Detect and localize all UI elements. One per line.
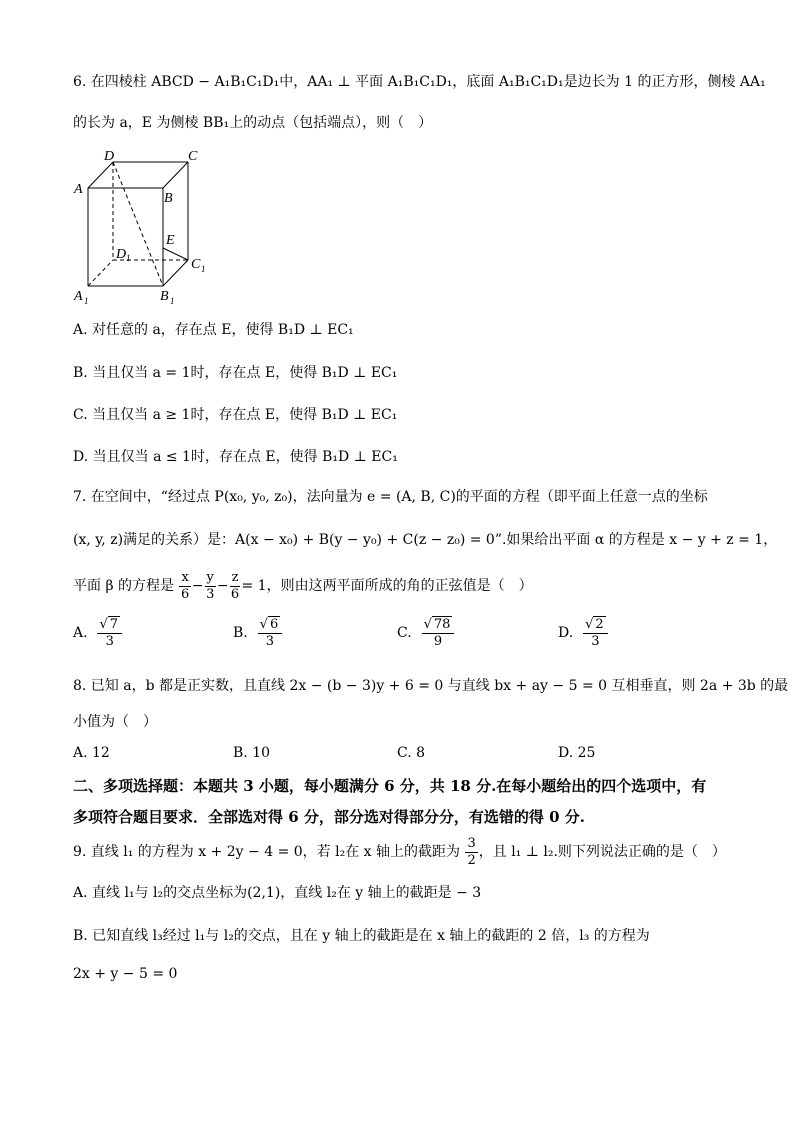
prism-figure xyxy=(68,148,218,308)
q6-line1: 6. 在四棱柱 ABCD − A₁B₁C₁D₁中，AA₁ ⊥ 平面 A₁B₁C₁D₁，底面 A₁B₁C₁D₁是边长为 1 的正方形，侧棱 AA₁ xyxy=(73,74,766,90)
q6-option-d: D. 当且仅当 a ≤ 1时，存在点 E，使得 B₁D ⊥ EC₁ xyxy=(73,449,398,465)
q7-line3: 平面 β 的方程是 $\frac{x}{6}$ − $\frac{y}{3}$ − $\frac{z}{6}$ = 1，则由这两平面所成的角的正弦值是（ ） xyxy=(73,569,533,602)
label-E: E xyxy=(166,233,175,248)
q9-option-b: B. 已知直线 l₃经过 l₁与 l₂的交点，且在 y 轴上的截距是在 x 轴上的截距的 2 倍，l₃ 的方程为 xyxy=(73,928,650,944)
section2-heading: 二、多项选择题：本题共 3 小题，每小题满分 6 分，共 18 分.在每小题给出的四个选项中，有 xyxy=(73,777,707,795)
q8-option-c: C. 8 xyxy=(397,745,426,761)
q9-line1: 9. 直线 l₁ 的方程为 x + 2y − 4 = 0，若 l₂在 x 轴上的截距为 $\frac{3}{2}$ ，且 l₁ ⊥ l₂.则下列说法正确的是（ ） xyxy=(73,835,726,868)
section2-heading-cont: 多项符合题目要求．全部选对得 6 分，部分选对得部分分，有选错的得 0 分. xyxy=(73,808,585,826)
q7-option-b: B. $\frac{√ 6}{3}$ xyxy=(233,615,283,651)
q7-option-a: A. $\frac{√ 7}{3}$ xyxy=(73,615,123,651)
q6-option-b: B. 当且仅当 a = 1时，存在点 E，使得 B₁D ⊥ EC₁ xyxy=(73,365,398,381)
q6-line2: 的长为 a，E 为侧棱 BB₁上的动点（包括端点），则（ ） xyxy=(73,115,433,131)
svg-text:1: 1 xyxy=(170,296,175,306)
label-A: A xyxy=(74,182,83,197)
q7-option-d: D. $\frac{√ 2}{3}$ xyxy=(558,615,609,651)
label-B: B xyxy=(164,191,173,206)
q8-option-b: B. 10 xyxy=(233,745,271,761)
q6-option-c: C. 当且仅当 a ≥ 1时，存在点 E，使得 B₁D ⊥ EC₁ xyxy=(73,407,398,423)
q8-line2: 小值为（ ） xyxy=(73,714,157,730)
q9-option-a: A. 直线 l₁与 l₂的交点坐标为(2,1)，直线 l₂在 y 轴上的截距是 − 3 xyxy=(73,885,482,901)
q8-line1: 8. 已知 a，b 都是正实数，且直线 2x − (b − 3)y + 6 = 0 与直线 bx + ay − 5 = 0 互相垂直，则 2a + 3b 的最 xyxy=(73,678,789,694)
label-C: C xyxy=(188,149,198,164)
q6-option-a: A. 对任意的 a，存在点 E，使得 B₁D ⊥ EC₁ xyxy=(73,322,354,338)
label-D: D xyxy=(104,149,115,164)
svg-text:1: 1 xyxy=(201,264,206,274)
q7-line1: 7. 在空间中，“经过点 P(x₀, y₀, z₀)，法向量为 e = (A, B, C)的平面的方程（即平面上任意一点的坐标 xyxy=(73,489,708,505)
q8-option-a: A. 12 xyxy=(73,745,110,761)
label-D1: D xyxy=(116,247,127,262)
label-C1: C xyxy=(191,257,201,272)
svg-text:1: 1 xyxy=(126,253,131,263)
q7-option-c: C. $\frac{√ 78}{9}$ xyxy=(397,615,455,651)
q7-line2: (x, y, z)满足的关系）是：A(x − x₀) + B(y − y₀) + C(z − z₀) = 0”.如果给出平面 α 的方程是 x − y + z = 1， xyxy=(73,532,778,548)
q8-option-d: D. 25 xyxy=(558,745,596,761)
label-A1: A xyxy=(74,289,83,304)
label-B1: B xyxy=(160,289,169,304)
svg-text:1: 1 xyxy=(84,296,89,306)
q9-option-b-cont: 2x + y − 5 = 0 xyxy=(73,966,178,982)
